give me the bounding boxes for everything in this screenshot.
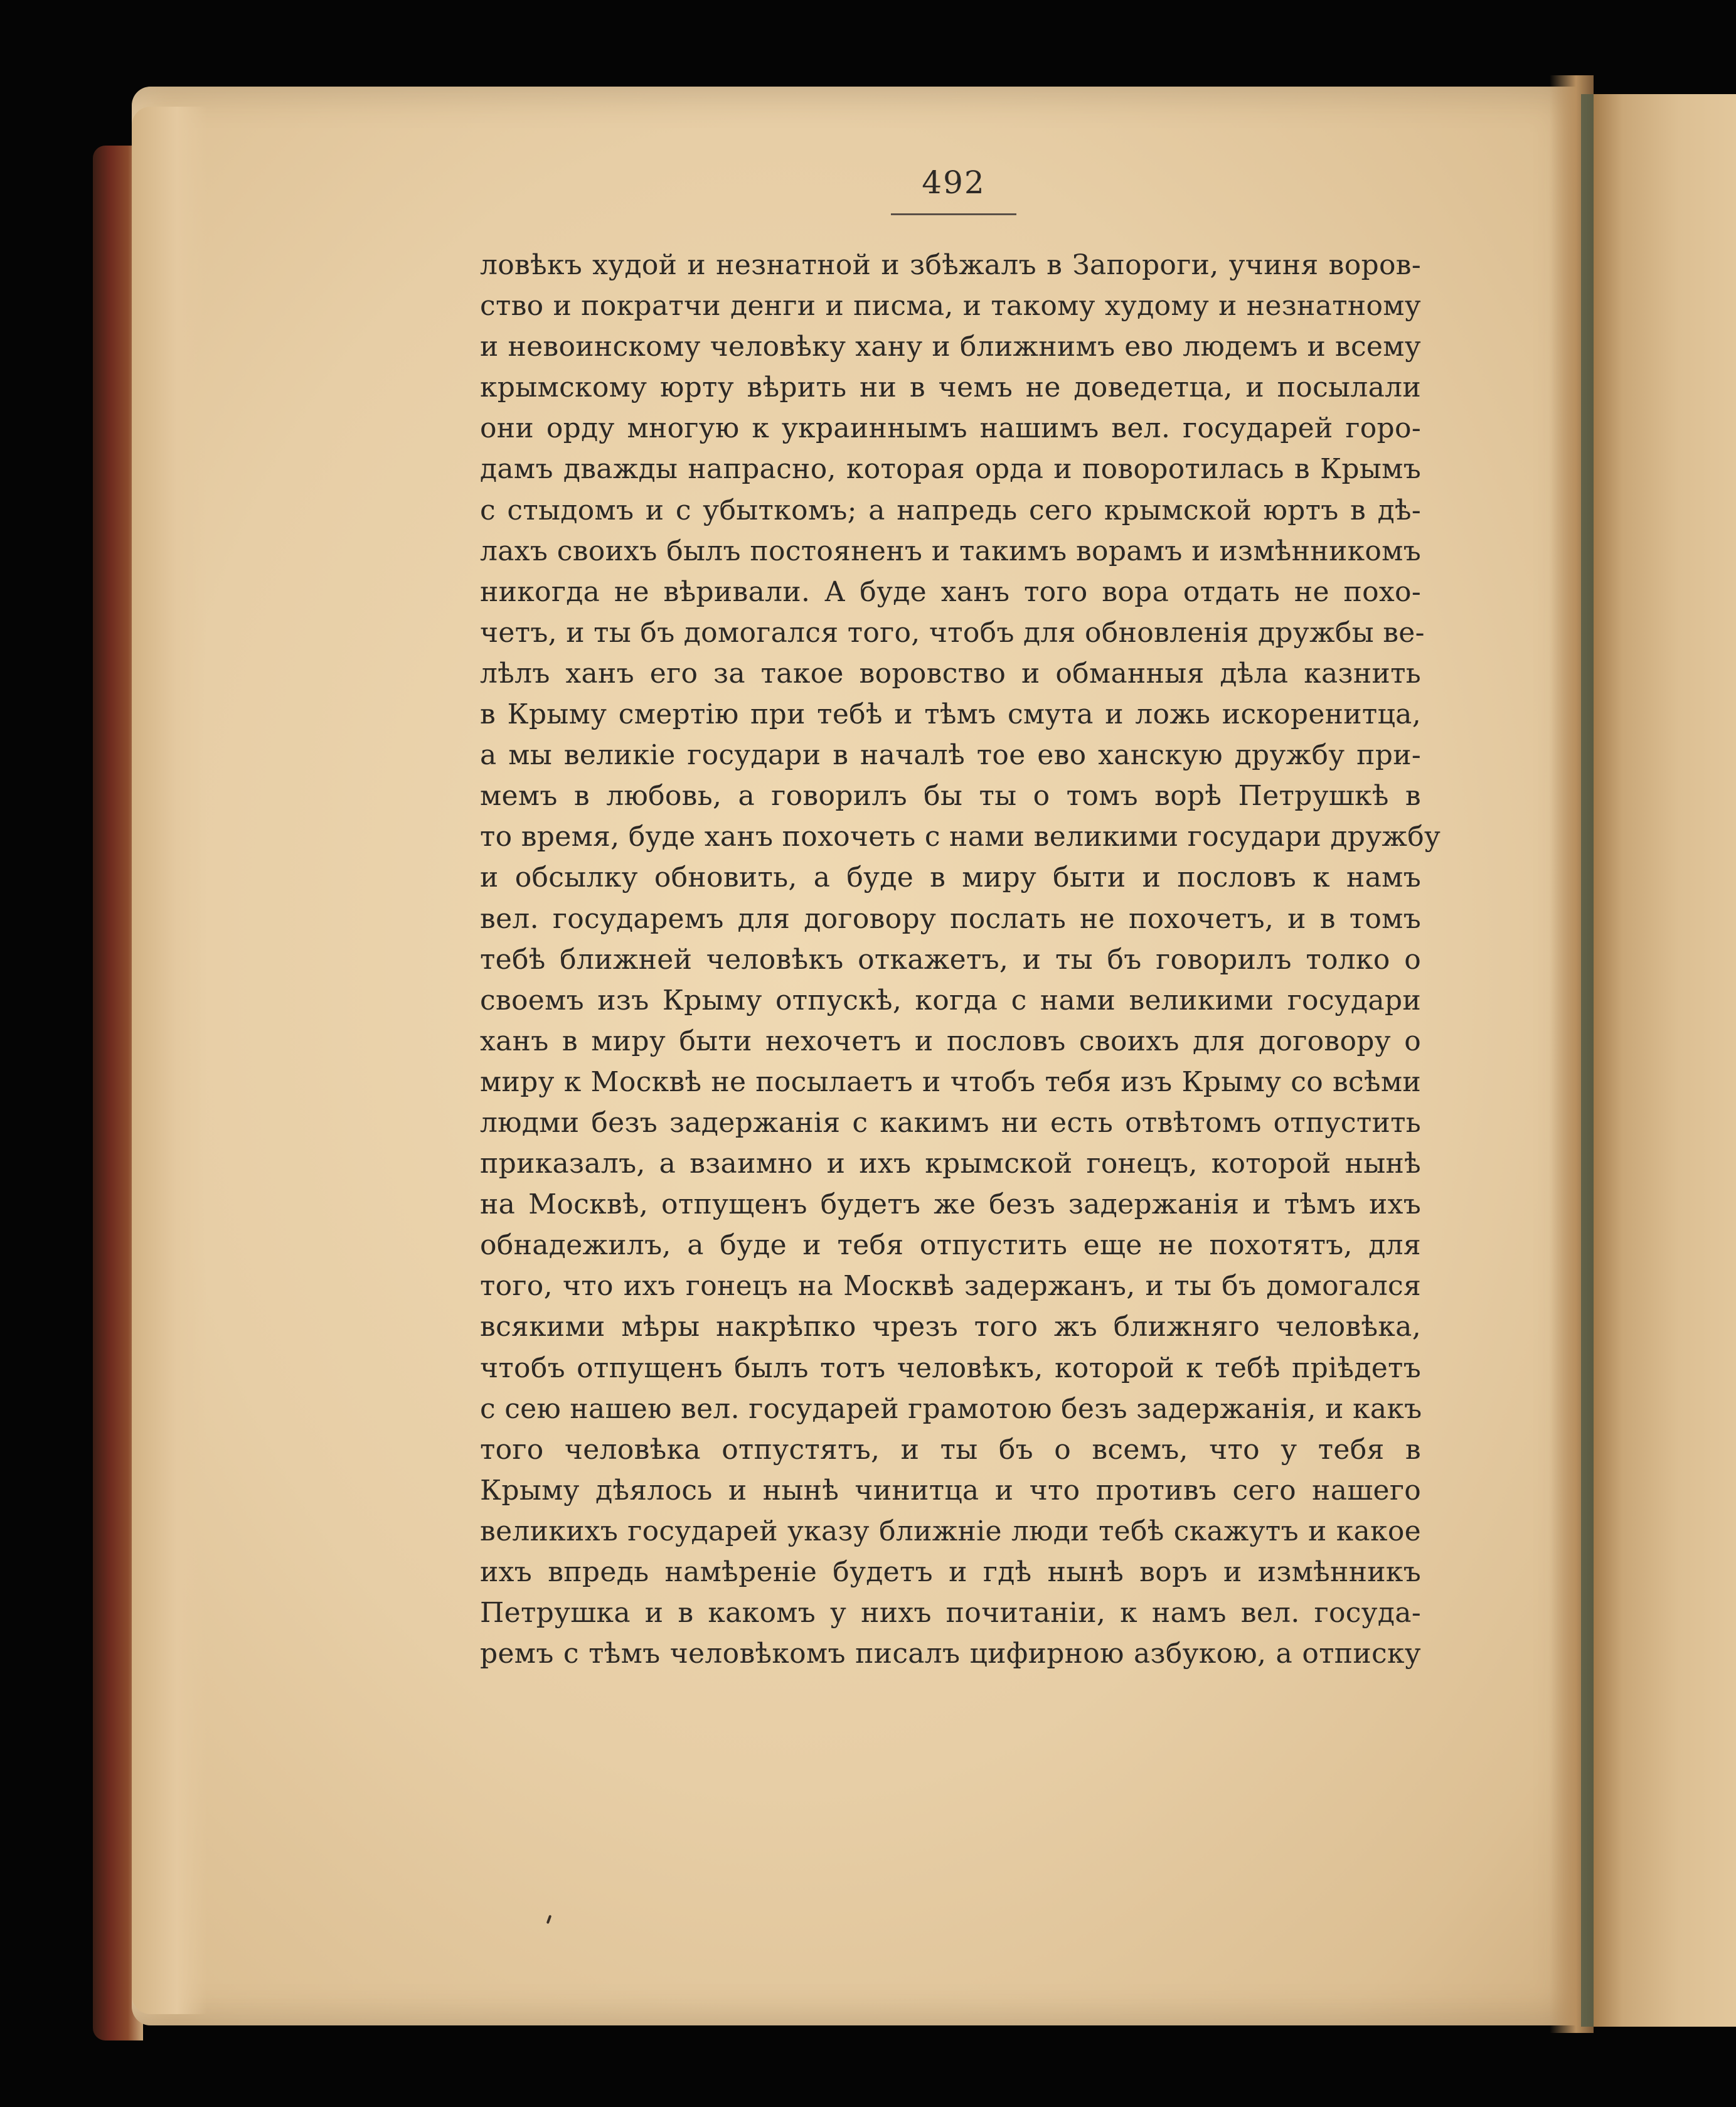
- text-line: и невоинскому человѣку хану и ближнимъ ево людемъ и всему: [480, 331, 1421, 363]
- text-line: лѣлъ ханъ его за такое воровство и обманныя дѣла казнить: [480, 657, 1421, 690]
- text-line: лахъ своихъ былъ постояненъ и такимъ ворамъ и измѣнникомъ: [480, 535, 1421, 567]
- text-line: с сею нашею вел. государей грамотою безъ задержанія, и какъ: [480, 1392, 1422, 1425]
- text-line: Крыму дѣялось и нынѣ чинитца и что противъ сего нашего: [480, 1474, 1421, 1507]
- text-line: никогда не вѣривали. А буде ханъ того вора отдать не похо-: [480, 575, 1421, 608]
- text-line: ремъ с тѣмъ человѣкомъ писалъ цифирною азбукою, а отписку: [480, 1638, 1421, 1670]
- page-number-rule: [891, 213, 1016, 215]
- text-line: они орду многую к украиннымъ нашимъ вел. государей горо-: [480, 412, 1421, 445]
- text-line: всякими мѣры накрѣпко чрезъ того жъ ближняго человѣка,: [480, 1311, 1421, 1343]
- text-line: обнадежилъ, а буде и тебя отпустить еще не похотятъ, для: [480, 1229, 1421, 1262]
- text-line: дамъ дважды напрасно, которая орда и поворотилась в Крымъ: [480, 453, 1421, 486]
- text-line: тебѣ ближней человѣкъ откажетъ, и ты бъ говорилъ толко о: [480, 943, 1421, 976]
- text-line: крымскому юрту вѣрить ни в чемъ не доведетца, и посылали: [480, 371, 1421, 404]
- text-line: приказалъ, а взаимно и ихъ крымской гонецъ, которой нынѣ: [480, 1148, 1421, 1180]
- text-line: вел. государемъ для договору послать не похочетъ, и в томъ: [480, 902, 1421, 935]
- text-line: а мы великіе государи в началѣ тое ево ханскую дружбу при-: [480, 739, 1421, 772]
- text-line: ство и пократчи денги и писма, и такому худому и незнатному: [480, 290, 1421, 323]
- text-line: миру к Москвѣ не посылаетъ и чтобъ тебя изъ Крыму со всѣми: [480, 1065, 1421, 1098]
- text-line: ихъ впредь намѣреніе будетъ и гдѣ нынѣ воръ и измѣнникъ: [480, 1556, 1421, 1588]
- text-line: на Москвѣ, отпущенъ будетъ же безъ задержанія и тѣмъ ихъ: [480, 1188, 1421, 1221]
- text-line: того человѣка отпустятъ, и ты бъ о всемъ, что у тебя в: [480, 1433, 1421, 1466]
- text-line: в Крыму смертію при тебѣ и тѣмъ смута и ложь искоренитца,: [480, 698, 1421, 731]
- text-line: то время, буде ханъ похочеть с нами великими государи дружбу: [480, 821, 1441, 853]
- text-line: ханъ в миру быти нехочетъ и пословъ своихъ для договору о: [480, 1025, 1421, 1057]
- text-line: своемъ изъ Крыму отпускѣ, когда с нами великими государи: [480, 984, 1421, 1016]
- text-line: Петрушка и в какомъ у нихъ почитаніи, к намъ вел. госуда-: [480, 1597, 1421, 1630]
- text-line: чтобъ отпущенъ былъ тотъ человѣкъ, которой к тебѣ пріѣдетъ: [480, 1352, 1421, 1384]
- text-line: того, что ихъ гонецъ на Москвѣ задержанъ, и ты бъ домогался: [480, 1270, 1421, 1303]
- text-line: людми безъ задержанія с какимъ ни есть отвѣтомъ отпустить: [480, 1106, 1421, 1139]
- page-left-edge: [132, 107, 207, 2014]
- text-line: великихъ государей указу ближніе люди тебѣ скажутъ и какое: [480, 1515, 1421, 1547]
- page-number: 492: [922, 164, 986, 201]
- text-line: и обсылку обновить, а буде в миру быти и пословъ к намъ: [480, 861, 1421, 894]
- facing-page-edge: [1594, 94, 1736, 2027]
- body-text: [480, 245, 1441, 1674]
- text-line: ловѣкъ худой и незнатной и збѣжалъ в Запороги, учиня воров-: [480, 249, 1421, 281]
- text-line: мемъ в любовь, а говорилъ бы ты о томъ ворѣ Петрушкѣ в: [480, 780, 1421, 813]
- text-line: с стыдомъ и с убыткомъ; а напредь сего крымской юртъ в дѣ-: [480, 494, 1421, 526]
- text-line: четъ, и ты бъ домогался того, чтобъ для обновленія дружбы ве-: [480, 616, 1425, 649]
